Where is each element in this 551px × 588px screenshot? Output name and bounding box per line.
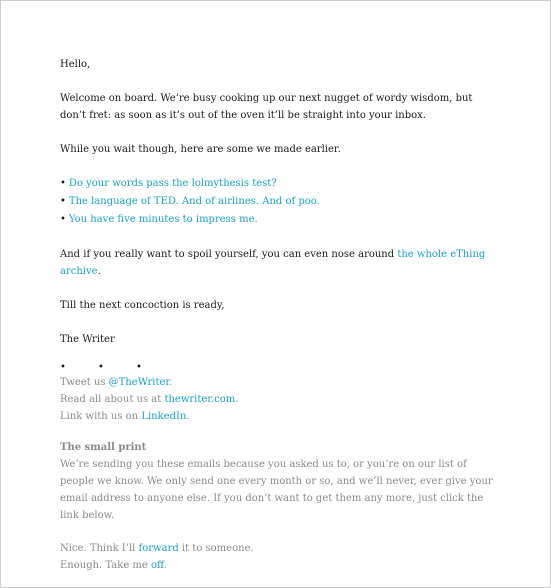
footer-actions xyxy=(60,540,500,574)
article-link-five-minutes[interactable]: You have five minutes to impress me. xyxy=(68,214,258,225)
linkedin-link[interactable]: LinkedIn xyxy=(141,411,187,422)
bullet-icon: • xyxy=(60,214,66,225)
forward-prefix: Nice. Think I’ll xyxy=(60,543,139,554)
linkedin-suffix: . xyxy=(186,411,190,422)
archive-link[interactable]: the whole eThing archive xyxy=(60,249,486,277)
unsubscribe-suffix: . xyxy=(163,560,167,571)
smallprint-title: The small print xyxy=(60,442,147,453)
archive-suffix: . xyxy=(97,266,101,277)
bullet-icon: • xyxy=(60,196,66,207)
dot-separator xyxy=(60,362,500,374)
list-item xyxy=(60,211,500,229)
archive-paragraph xyxy=(60,246,500,280)
linkedin-line xyxy=(60,408,500,425)
tweet-suffix: . xyxy=(169,377,173,388)
tweet-line xyxy=(60,374,500,391)
article-link-ted-language[interactable]: The language of TED. And of airlines. And of poo. xyxy=(68,196,320,207)
forward-link[interactable]: forward xyxy=(138,543,179,554)
forward-suffix: it to someone. xyxy=(178,543,254,554)
email-body xyxy=(60,56,500,574)
social-links xyxy=(60,374,500,425)
list-item xyxy=(60,175,500,193)
website-line xyxy=(60,391,500,408)
website-link[interactable]: thewriter.com xyxy=(164,394,236,405)
list-item xyxy=(60,193,500,211)
greeting: Hello, xyxy=(60,59,91,70)
archive-prefix: And if you really want to spoil yourself, you can even nose around xyxy=(60,249,398,260)
welcome-paragraph: Welcome on board. We’re busy cooking up our next nugget of wordy wisdom, but don’t fret: as soon as it’s out of the oven it’ll be straight into your inbox. xyxy=(60,93,473,121)
twitter-link[interactable]: @TheWriter xyxy=(108,377,170,388)
read-suffix: . xyxy=(235,394,239,405)
linkedin-prefix: Link with us on xyxy=(60,411,142,422)
smallprint-body: We’re sending you these emails because you asked us to, or you’re on our list of people we know. We only send one every month or so, and we’ll never, ever give your email address to anyone else. If you don’t want to get them any more, just click the link below. xyxy=(60,459,493,521)
unsubscribe-link[interactable]: off xyxy=(151,560,164,571)
signature: The Writer xyxy=(60,334,115,345)
forward-line xyxy=(60,540,500,557)
wait-intro: While you wait though, here are some we made earlier. xyxy=(60,144,341,155)
separator-dot-icon: • xyxy=(98,362,104,373)
article-links-list xyxy=(60,175,500,229)
article-link-lolmythesis[interactable]: Do your words pass the lolmythesis test? xyxy=(68,178,277,189)
separator-dot-icon: • xyxy=(136,362,142,373)
tweet-prefix: Tweet us xyxy=(60,377,109,388)
closing-line: Till the next concoction is ready, xyxy=(60,300,225,311)
unsubscribe-prefix: Enough. Take me xyxy=(60,560,151,571)
unsubscribe-line xyxy=(60,557,500,574)
separator-dot-icon: • xyxy=(60,362,66,373)
read-prefix: Read all about us at xyxy=(60,394,165,405)
bullet-icon: • xyxy=(60,178,66,189)
